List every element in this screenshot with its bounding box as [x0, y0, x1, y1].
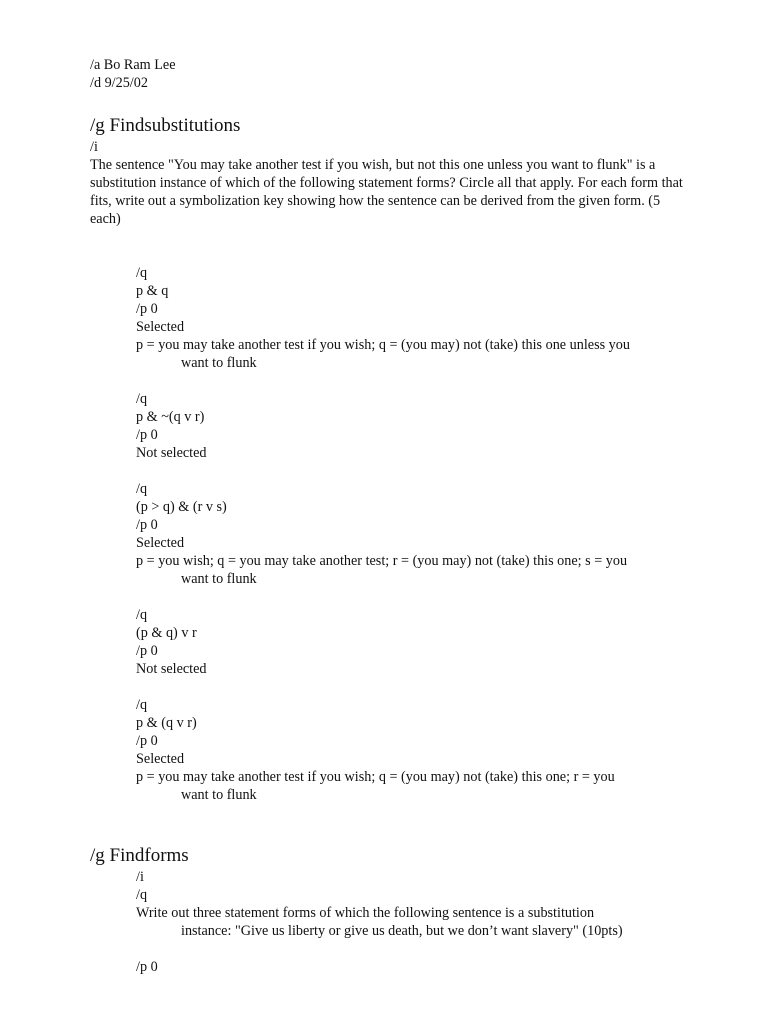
section-heading-findsubstitutions: /g Findsubstitutions	[90, 115, 241, 136]
statement-form: (p > q) & (r v s)	[136, 499, 227, 515]
statement-form: p & ~(q v r)	[136, 409, 205, 425]
findforms-question-continued: instance: "Give us liberty or give us death, but we don’t want slavery" (10pts)	[181, 923, 623, 939]
points-tag: /p 0	[136, 733, 158, 749]
question-tag: /q	[136, 265, 148, 281]
date-line: /d 9/25/02	[90, 75, 148, 91]
selection-status: Selected	[136, 751, 185, 767]
question-tag: /q	[136, 481, 148, 497]
question-block	[90, 264, 690, 372]
question-tag: /q	[136, 607, 148, 623]
points-tag: /p 0	[136, 643, 158, 659]
findforms-question: Write out three statement forms of which the following sentence is a substitution	[136, 905, 595, 921]
points-tag: /p 0	[136, 427, 158, 443]
statement-form: p & q	[136, 283, 169, 299]
question-tag: /q	[136, 887, 148, 903]
points-tag: /p 0	[136, 301, 158, 317]
question-block	[90, 606, 690, 678]
symbolization-key-continued: want to flunk	[181, 787, 257, 803]
findforms-block	[90, 868, 690, 976]
points-tag: /p 0	[136, 517, 158, 533]
author-line: /a Bo Ram Lee	[90, 57, 176, 73]
symbolization-key-continued: want to flunk	[181, 571, 257, 587]
statement-form: p & (q v r)	[136, 715, 197, 731]
selection-status: Selected	[136, 319, 185, 335]
question-tag: /q	[136, 391, 148, 407]
symbolization-key: p = you may take another test if you wish; q = (you may) not (take) this one; r = you	[136, 769, 615, 785]
selection-status: Not selected	[136, 445, 207, 461]
question-tag: /q	[136, 697, 148, 713]
instructions-tag: /i	[90, 139, 98, 155]
question-block	[90, 480, 690, 588]
statement-form: (p & q) v r	[136, 625, 197, 641]
document	[90, 56, 690, 976]
instructions-text: The sentence "You may take another test if you wish, but not this one unless you want to flunk" is a substitution instance of which of the following statement forms? Circle all that apply. For each form that fits, write out a symbolization key showing how the sentence can be derived from the given form. (5 each)	[90, 157, 683, 227]
symbolization-key-continued: want to flunk	[181, 355, 257, 371]
selection-status: Not selected	[136, 661, 207, 677]
selection-status: Selected	[136, 535, 185, 551]
symbolization-key: p = you may take another test if you wish; q = (you may) not (take) this one unless you	[136, 337, 630, 353]
instructions-tag: /i	[136, 869, 144, 885]
symbolization-key: p = you wish; q = you may take another test; r = (you may) not (take) this one; s = you	[136, 553, 628, 569]
question-block	[90, 390, 690, 462]
section-heading-findforms: /g Findforms	[90, 845, 189, 866]
points-tag: /p 0	[136, 959, 158, 975]
question-block	[90, 696, 690, 804]
